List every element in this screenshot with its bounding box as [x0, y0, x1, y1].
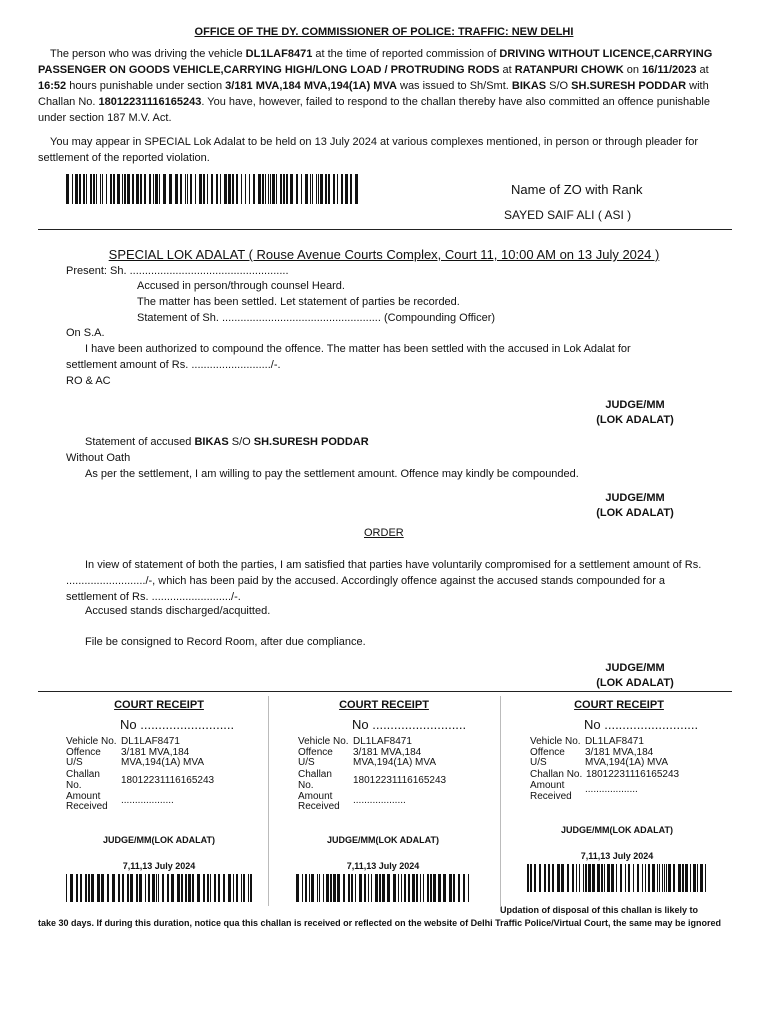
receipt-barcode [66, 874, 252, 902]
on-sa-line: On S.A. [66, 327, 105, 339]
receipt-number: No .......................... [352, 717, 467, 732]
receipt-judge: JUDGE/MM(LOK ADALAT) [327, 835, 439, 845]
order-paragraph: In view of statement of both the parties, I am satisfied that parties have voluntarily compromised for a settlement amount of Rs. ........................../-, which has been paid by the accused. Accordingly offence against the accused stands compounded for a settlement of Rs. ........................../-. [66, 559, 702, 603]
receipt-separator-1 [268, 696, 269, 906]
receipt-judge: JUDGE/MM(LOK ADALAT) [561, 825, 673, 835]
receipt-vehicle: DL1LAF8471 [121, 736, 180, 747]
receipt-separator-2 [500, 696, 501, 906]
receipt-divider [38, 691, 732, 692]
receipt-vehicle: DL1LAF8471 [353, 736, 412, 747]
footer-note-a: Updation of disposal of this challan is likely to [500, 905, 699, 915]
challan-barcode [66, 174, 360, 204]
accused-statement-heading: Statement of accused BIKAS S/O SH.SURESH PODDAR [85, 436, 369, 448]
receipt-title: COURT RECEIPT [339, 699, 429, 711]
receipt-title: COURT RECEIPT [114, 699, 204, 711]
receipt-number: No .......................... [584, 717, 699, 732]
order-title: ORDER [364, 527, 404, 539]
ro-ac-line: RO & AC [66, 375, 111, 387]
receipt-dates: 7,11,13 July 2024 [580, 851, 654, 861]
receipt-barcode [527, 864, 709, 892]
office-header: OFFICE OF THE DY. COMMISSIONER OF POLICE: TRAFFIC: NEW DELHI [194, 26, 574, 38]
receipt-number: No .......................... [120, 717, 235, 732]
receipt-barcode [296, 874, 472, 902]
receipt-dates: 7,11,13 July 2024 [346, 861, 420, 871]
present-line: Present: Sh. .................................................... [66, 265, 289, 277]
receipt-challan: 18012231116165243 [586, 769, 680, 780]
settlement-statement: As per the settlement, I am willing to pay the settlement amount. Offence may kindly be compounded. [85, 468, 579, 480]
without-oath: Without Oath [66, 452, 131, 464]
appearance-paragraph: You may appear in SPECIAL Lok Adalat to be held on 13 July 2024 at various complexes mentioned, in person or through pleader for settlement of the reported violation. [38, 136, 698, 164]
statement-line: Statement of Sh. .................................................... (Compounding Officer) [137, 312, 496, 324]
lok-adalat-title: SPECIAL LOK ADALAT ( Rouse Avenue Courts Complex, Court 11, 10:00 AM on 13 July 2024 ) [108, 247, 660, 262]
judge-signature-2: JUDGE/MM (LOK ADALAT) [596, 492, 674, 519]
settled-line: The matter has been settled. Let statement of parties be recorded. [137, 296, 460, 308]
section-divider [38, 229, 732, 230]
authorized-paragraph: I have been authorized to compound the offence. The matter has been settled with the accused in Lok Adalat for settlement amount of Rs. ........................../-. [66, 343, 631, 371]
judge-signature-1: JUDGE/MM (LOK ADALAT) [596, 399, 674, 426]
consigned-line: File be consigned to Record Room, after due compliance. [85, 636, 366, 648]
judge-signature-3: JUDGE/MM (LOK ADALAT) [596, 662, 674, 689]
zo-label: Name of ZO with Rank [511, 182, 643, 197]
receipt-vehicle: DL1LAF8471 [585, 736, 644, 747]
heard-line: Accused in person/through counsel Heard. [137, 280, 345, 292]
receipt-judge: JUDGE/MM(LOK ADALAT) [103, 835, 215, 845]
receipt-dates: 7,11,13 July 2024 [122, 861, 196, 871]
notice-paragraph: The person who was driving the vehicle DL1LAF8471 at the time of reported commission of DRIVING WITHOUT LICENCE,CARRYING PASSENGER ON GOODS VEHICLE,CARRYING HIGH/LONG LOAD / PROTRUDING RODS at RATANPURI CHOWK on 16/11/2023 at 16:52 hours punishable under section 3/181 MVA,184 MVA,194(1A) MVA was issued to Sh/Smt. BIKAS S/O SH.SURESH PODDAR with Challan No. 18012231116165243. You have, however, failed to respond to the challan thereby have also committed an offence punishable under section 187 M.V. Act. [38, 48, 713, 124]
receipt-title: COURT RECEIPT [574, 699, 664, 711]
footer-note-b: take 30 days. If during this duration, notice qua this challan is received or reflected on the website of Delhi Traffic Police/Virtual Court, the same may be ignored [38, 918, 722, 928]
zo-name: SAYED SAIF ALI ( ASI ) [504, 208, 632, 222]
discharged-line: Accused stands discharged/acquitted. [85, 605, 271, 617]
